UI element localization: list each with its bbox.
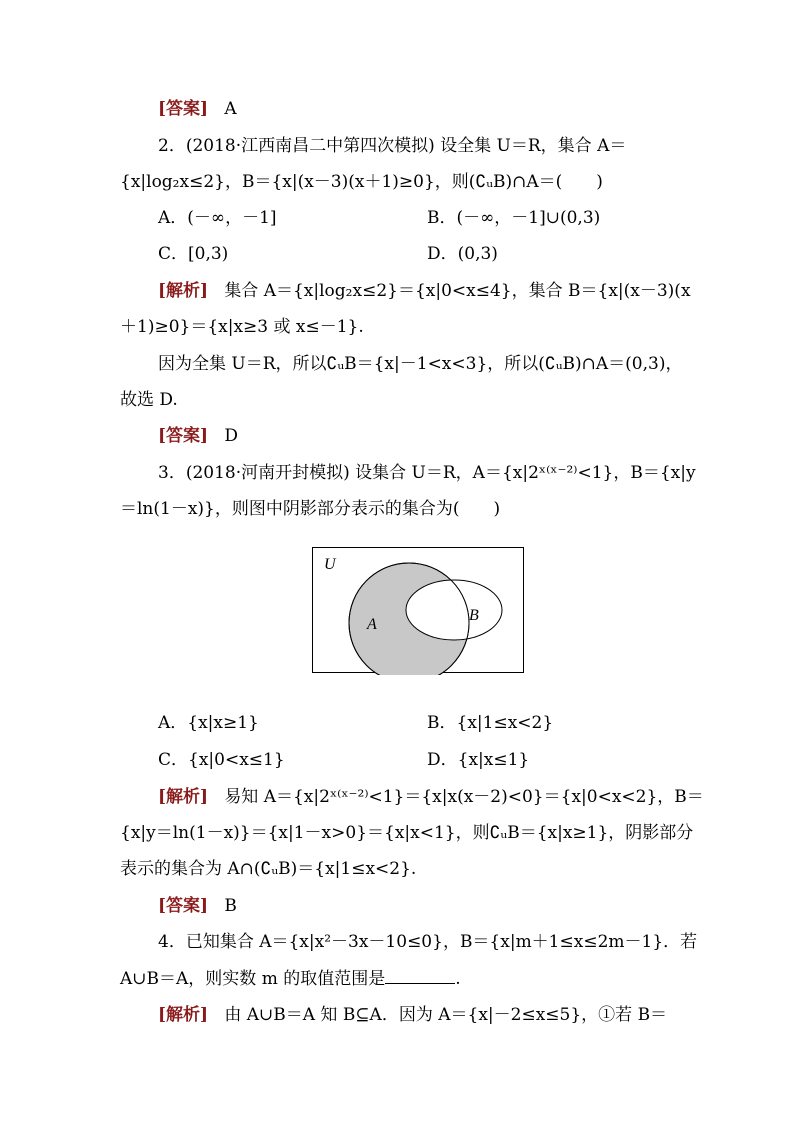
answer-value: B [224,896,237,916]
q2-analysis-line3: 因为全集 U＝R，所以∁ᵤB＝{x|－1<x<3}，所以(∁ᵤB)∩A＝(0,3)， [158,354,683,374]
answer-tag: [答案] [158,426,209,446]
option-text: [0,3) [188,244,229,264]
q3-analysis-line2: {x|y＝ln(1－x)}＝{x|1－x>0}＝{x|x<1}，则∁ᵤB＝{x|x≥1}，阴影部分 [120,823,694,843]
answer-blank [385,967,455,984]
q3-option-b [427,712,553,734]
universe-label: U [324,556,336,573]
set-b-label: B [469,607,479,624]
answer-value: A [224,99,237,119]
q1-answer-line [158,98,237,120]
analysis-tag: [解析] [158,281,209,301]
option-label: A． [158,713,188,733]
option-label: C． [158,244,189,264]
q3-stem-line2: ＝ln(1－x)}，则图中阴影部分表示的集合为( ) [120,499,501,519]
analysis-text: 易知 A＝{x|2ˣ⁽ˣ⁻²⁾<1}＝{x|x(x－2)<0}＝{x|0<x<2}，B＝ [224,787,704,807]
option-label: B． [427,713,457,733]
q4-stem-line1: 4．已知集合 A＝{x|x²－3x－10≤0}，B＝{x|m＋1≤x≤2m－1}．若 [158,932,698,952]
option-label: B． [427,208,457,228]
q3-option-d [427,749,529,771]
analysis-tag: [解析] [158,1005,209,1025]
q3-option-a [158,712,259,734]
answer-tag: [答案] [158,99,209,119]
q2-option-c [158,243,228,265]
analysis-text: 集合 A＝{x|log₂x≤2}＝{x|0<x≤4}，集合 B＝{x|(x－3)(x [224,281,691,301]
option-label: C． [158,750,189,770]
option-text: {x|x≤1} [457,750,530,770]
q3-analysis-line1 [158,786,704,808]
q2-option-a [158,207,277,229]
stem-text: A∪B＝A，则实数 m 的取值范围是 [120,969,386,989]
q3-option-c [158,749,285,771]
analysis-text: 由 A∪B＝A 知 B⊆A．因为 A＝{x|－2≤x≤5}，①若 B＝ [224,1005,668,1025]
option-label: D． [427,750,458,770]
analysis-tag: [解析] [158,787,209,807]
option-text: (－∞，－1] [187,208,277,228]
q3-answer-line [158,895,237,917]
q2-stem-line1: 2．(2018·江西南昌二中第四次模拟) 设全集 U＝R，集合 A＝ [158,136,627,156]
q2-stem-line2: {x|log₂x≤2}，B＝{x|(x－3)(x＋1)≥0}，则(∁ᵤB)∩A＝( ) [120,172,603,192]
option-text: {x|1≤x<2} [456,713,554,733]
option-text: {x|x≥1} [187,713,259,733]
answer-value: D [224,426,238,446]
option-text: {x|0<x≤1} [188,750,285,770]
set-a-label: A [367,616,377,633]
q2-analysis-line1 [158,280,691,302]
q2-option-d [427,243,498,265]
q4-stem-line2 [120,967,461,990]
option-text: (－∞，－1]∪(0,3) [456,208,601,228]
answer-tag: [答案] [158,896,209,916]
option-label: A． [158,208,188,228]
q2-analysis-line4: 故选 D. [120,390,178,410]
q2-option-b [427,207,600,229]
q2-analysis-line2: ＋1)≥0}＝{x|x≥3 或 x≤－1}. [120,317,364,337]
q3-stem-line1: 3．(2018·河南开封模拟) 设集合 U＝R，A＝{x|2ˣ⁽ˣ⁻²⁾<1}，B＝{x|y [158,463,696,483]
q2-answer-line [158,425,238,447]
option-label: D． [427,244,458,264]
option-text: (0,3) [457,244,498,264]
q3-analysis-line3: 表示的集合为 A∩(∁ᵤB)＝{x|1≤x<2}. [120,859,417,879]
q4-analysis-line1 [158,1004,667,1026]
stem-period: . [455,969,461,989]
venn-diagram [312,547,526,675]
